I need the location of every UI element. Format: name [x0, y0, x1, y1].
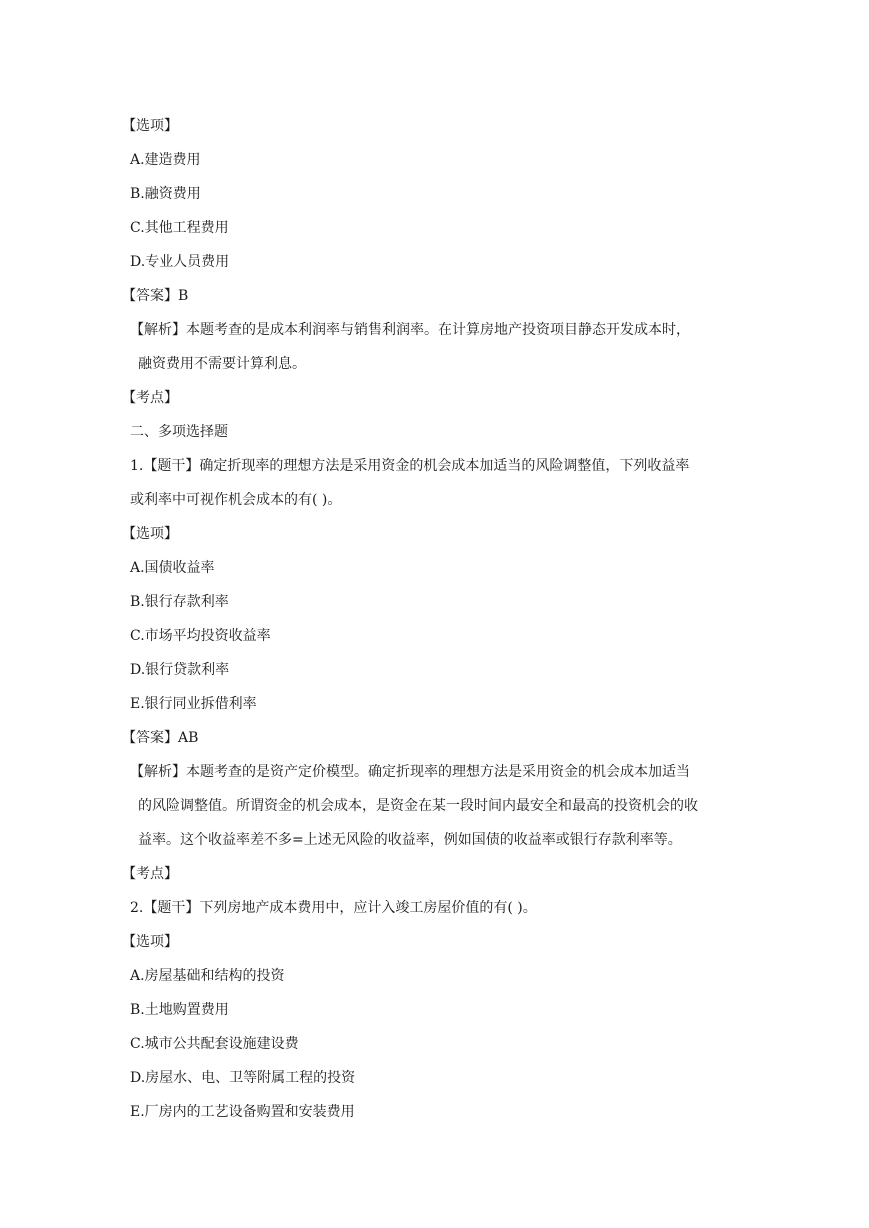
option-b: B.融资费用 [130, 186, 201, 202]
question-2-stem: 2.【题干】下列房地产成本费用中，应计入竣工房屋价值的有( )。 [130, 900, 537, 916]
option-c: C.城市公共配套设施建设费 [130, 1036, 299, 1052]
option-d: D.专业人员费用 [130, 254, 230, 270]
option-c: C.其他工程费用 [130, 220, 229, 236]
analysis-line: 融资费用不需要计算利息。 [138, 356, 306, 372]
option-d: D.房屋水、电、卫等附属工程的投资 [130, 1070, 356, 1086]
options-header: 【选项】 [122, 934, 178, 950]
option-a: A.国债收益率 [130, 560, 215, 576]
option-c: C.市场平均投资收益率 [130, 628, 271, 644]
option-b: B.银行存款利率 [130, 594, 229, 610]
option-d: D.银行贷款利率 [130, 662, 230, 678]
answer: 【答案】B [122, 288, 189, 304]
stem-line: 1.【题干】确定折现率的理想方法是采用资金的机会成本加适当的风险调整值，下列收益率 [130, 458, 690, 474]
option-a: A.房屋基础和结构的投资 [130, 968, 285, 984]
kaodian: 【考点】 [122, 390, 178, 406]
analysis-line: 【解析】本题考查的是成本利润率与销售利润率。在计算房地产投资项目静态开发成本时， [130, 322, 690, 338]
answer: 【答案】AB [122, 730, 199, 746]
options-header: 【选项】 [122, 118, 178, 134]
document-page [122, 109, 750, 1129]
analysis [130, 755, 750, 857]
stem-line: 或利率中可视作机会成本的有( )。 [130, 492, 342, 508]
option-e: E.银行同业拆借利率 [130, 696, 257, 712]
question-1-stem [130, 449, 750, 517]
kaodian: 【考点】 [122, 866, 178, 882]
option-b: B.土地购置费用 [130, 1002, 229, 1018]
analysis-line: 【解析】本题考查的是资产定价模型。确定折现率的理想方法是采用资金的机会成本加适当 [130, 764, 690, 780]
analysis-line: 益率。这个收益率差不多=上述无风险的收益率，例如国债的收益率或银行存款利率等。 [138, 832, 682, 848]
analysis-line: 的风险调整值。所谓资金的机会成本，是资金在某一段时间内最安全和最高的投资机会的收 [138, 798, 698, 814]
analysis [130, 313, 750, 381]
options-header: 【选项】 [122, 526, 178, 542]
option-a: A.建造费用 [130, 152, 201, 168]
section-title: 二、多项选择题 [130, 424, 228, 440]
option-e: E.厂房内的工艺设备购置和安装费用 [130, 1104, 355, 1120]
